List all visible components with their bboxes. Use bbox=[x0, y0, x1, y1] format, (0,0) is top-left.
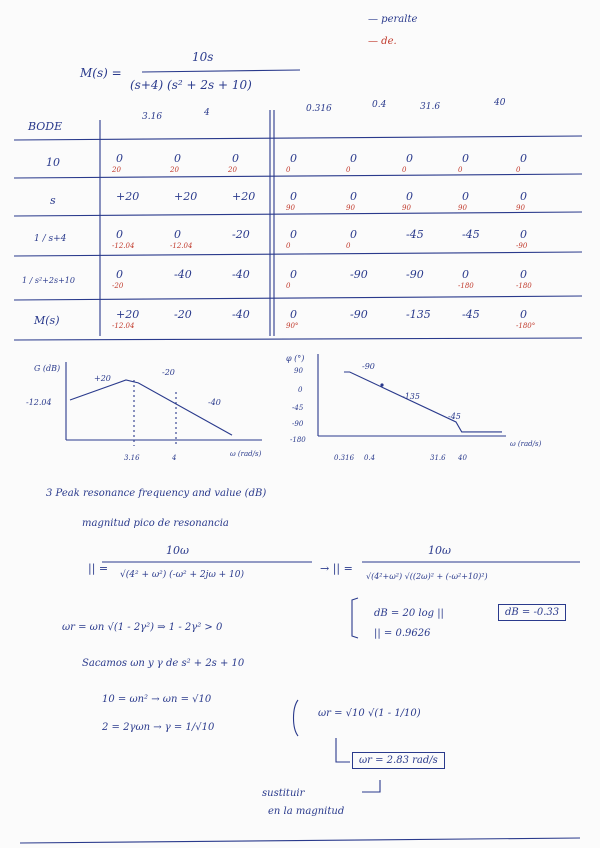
eq1-arrow: → || = bbox=[320, 562, 353, 575]
phase-slope-3: -45 bbox=[448, 412, 461, 421]
row-label-s: s bbox=[50, 194, 56, 207]
table-row-line bbox=[14, 136, 582, 140]
table-cell-angle: 0 bbox=[458, 166, 463, 174]
phase-slope-2: -135 bbox=[402, 392, 420, 401]
table-cell-value: -20 bbox=[232, 228, 250, 241]
table-cell-value: -90 bbox=[350, 268, 368, 281]
table-row-line bbox=[14, 174, 582, 178]
table-cell-angle: 90 bbox=[516, 204, 525, 212]
table-cell-angle: 20 bbox=[170, 166, 179, 174]
db-formula: dB = 20 log || bbox=[374, 608, 444, 619]
freq-0-316: 0.316 bbox=[306, 104, 332, 114]
find-parameters: Sacamos ωn y γ de s² + 2s + 10 bbox=[82, 658, 245, 669]
notes-subheading: magnitud pico de resonancia bbox=[82, 518, 229, 529]
table-cell-angle: -180 bbox=[516, 282, 532, 290]
system-brace bbox=[294, 700, 299, 736]
table-cell-angle: 0 bbox=[286, 282, 291, 290]
table-cell-value: -90 bbox=[406, 268, 424, 281]
table-cell-value: 0 bbox=[406, 152, 413, 165]
freq-31-6: 31.6 bbox=[420, 102, 441, 112]
eq1-lhs: || = bbox=[88, 562, 109, 575]
phase-xtick-4: 40 bbox=[458, 454, 467, 462]
wr-formula: ωr = ωn √(1 - 2γ²) ⇒ 1 - 2γ² > 0 bbox=[62, 622, 223, 633]
freq-0-4: 0.4 bbox=[372, 100, 387, 110]
table-cell-value: +20 bbox=[232, 190, 256, 203]
table-cell-value: 0 bbox=[350, 152, 357, 165]
table-cell-value: 0 bbox=[520, 190, 527, 203]
table-cell-value: 0 bbox=[406, 190, 413, 203]
notes-heading: 3 Peak resonance frequency and value (dB) bbox=[46, 488, 267, 499]
mag-curve bbox=[70, 380, 232, 435]
freq-40: 40 bbox=[494, 98, 506, 108]
table-cell-angle: 90° bbox=[286, 322, 299, 330]
table-cell-angle: 90 bbox=[286, 204, 295, 212]
phase-point bbox=[380, 383, 383, 386]
table-cell-value: 0 bbox=[290, 308, 297, 321]
table-cell-value: +20 bbox=[174, 190, 198, 203]
table-cell-value: -40 bbox=[174, 268, 192, 281]
table-cell-value: 0 bbox=[520, 152, 527, 165]
table-cell-angle: -180° bbox=[516, 322, 536, 330]
table-cell-angle: 0 bbox=[402, 166, 407, 174]
magnitude-value: || = 0.9626 bbox=[374, 628, 431, 639]
table-cell-angle: 90 bbox=[458, 204, 467, 212]
row-label-second-order: 1 / s²+2s+10 bbox=[22, 276, 75, 285]
wr-result-box: ωr = 2.83 rad/s bbox=[352, 752, 445, 769]
table-cell-value: 0 bbox=[350, 190, 357, 203]
mag-xtick-2: 4 bbox=[172, 454, 177, 462]
phase-slope-1: -90 bbox=[362, 362, 375, 371]
mag-xlabel: ω (rad/s) bbox=[230, 450, 262, 458]
table-cell-angle: 20 bbox=[112, 166, 121, 174]
mag-ytick: -12.04 bbox=[26, 398, 52, 407]
row-label-first-order: 1 / s+4 bbox=[34, 234, 67, 244]
table-cell-value: 0 bbox=[520, 228, 527, 241]
eq1-denominator-2: √(4²+ω²) √((2ω)² + (-ω²+10)²) bbox=[366, 572, 488, 581]
table-cell-value: 0 bbox=[462, 268, 469, 281]
transfer-denominator: (s+4) (s² + 2s + 10) bbox=[130, 78, 252, 92]
table-cell-value: -20 bbox=[174, 308, 192, 321]
table-cell-value: 0 bbox=[290, 190, 297, 203]
table-cell-value: 0 bbox=[290, 268, 297, 281]
table-cell-value: 0 bbox=[350, 228, 357, 241]
db-result-box: dB = -0.33 bbox=[498, 604, 566, 621]
table-cell-angle: -12.04 bbox=[112, 242, 135, 250]
phase-ytick-1: 90 bbox=[294, 367, 303, 375]
table-cell-value: -40 bbox=[232, 308, 250, 321]
table-cell-value: 0 bbox=[174, 228, 181, 241]
phase-xlabel: ω (rad/s) bbox=[510, 440, 542, 448]
phase-ytick-3: -45 bbox=[292, 404, 304, 412]
table-cell-angle: 0 bbox=[516, 166, 521, 174]
table-cell-value: -135 bbox=[406, 308, 431, 321]
table-cell-value: 0 bbox=[520, 268, 527, 281]
mag-slope-3: -40 bbox=[208, 398, 221, 407]
table-row-line bbox=[14, 212, 582, 216]
footer-line-1: sustituir bbox=[262, 788, 305, 799]
mag-xtick-1: 3.16 bbox=[124, 454, 140, 462]
table-cell-angle: 0 bbox=[346, 166, 351, 174]
freq-3-16: 3.16 bbox=[142, 112, 163, 122]
wn-equation: 10 = ωn² → ωn = √10 bbox=[102, 694, 212, 705]
table-cell-angle: -180 bbox=[458, 282, 474, 290]
legend-item-2: — de. bbox=[368, 36, 397, 47]
table-cell-value: 0 bbox=[520, 308, 527, 321]
phase-xtick-3: 31.6 bbox=[430, 454, 446, 462]
transfer-numerator: 10s bbox=[192, 50, 214, 64]
table-cell-angle: 0 bbox=[346, 242, 351, 250]
table-cell-value: 0 bbox=[462, 152, 469, 165]
table-cell-value: 0 bbox=[462, 190, 469, 203]
phase-ylabel: φ (°) bbox=[286, 354, 305, 363]
table-cell-angle: 20 bbox=[228, 166, 237, 174]
table-cell-value: 0 bbox=[116, 268, 123, 281]
table-cell-value: 0 bbox=[290, 152, 297, 165]
legend-item-1: — peralte bbox=[368, 14, 418, 25]
eq1-denominator: √(4² + ω²) (-ω² + 2jω + 10) bbox=[120, 570, 245, 580]
table-row-line bbox=[14, 252, 582, 256]
freq-4: 4 bbox=[204, 108, 210, 118]
row-label-total: M(s) bbox=[34, 314, 60, 327]
transfer-lhs: M(s) = bbox=[80, 66, 122, 80]
mag-ylabel: G (dB) bbox=[34, 364, 61, 373]
table-cell-value: +20 bbox=[116, 190, 140, 203]
phase-curve bbox=[344, 372, 502, 432]
table-corner-label: BODE bbox=[28, 120, 63, 133]
footer-line-2: en la magnitud bbox=[268, 806, 345, 817]
table-cell-value: -45 bbox=[406, 228, 424, 241]
result-arrow bbox=[336, 738, 350, 762]
table-row-line bbox=[14, 296, 582, 300]
table-bottom-line bbox=[14, 338, 582, 340]
table-cell-angle: -90 bbox=[516, 242, 528, 250]
table-cell-value: -40 bbox=[232, 268, 250, 281]
footer-arrow bbox=[362, 780, 380, 792]
mag-slope-2: -20 bbox=[162, 368, 175, 377]
row-label-gain: 10 bbox=[46, 156, 60, 169]
table-cell-value: 0 bbox=[116, 152, 123, 165]
table-cell-angle: -20 bbox=[112, 282, 124, 290]
mag-slope-1: +20 bbox=[94, 374, 111, 383]
transfer-fraction-bar bbox=[142, 70, 300, 72]
table-cell-angle: 0 bbox=[286, 242, 291, 250]
table-cell-value: 0 bbox=[174, 152, 181, 165]
page-edge bbox=[20, 838, 580, 843]
phase-xtick-1: 0.316 bbox=[334, 454, 355, 462]
phase-xtick-2: 0.4 bbox=[364, 454, 376, 462]
table-cell-value: 0 bbox=[232, 152, 239, 165]
phase-ytick-4: -90 bbox=[292, 420, 304, 428]
table-cell-angle: -12.04 bbox=[170, 242, 193, 250]
phase-ytick-2: 0 bbox=[298, 386, 303, 394]
eq1-numerator-2: 10ω bbox=[428, 544, 451, 557]
eq1-numerator: 10ω bbox=[166, 544, 189, 557]
table-cell-value: -45 bbox=[462, 228, 480, 241]
table-cell-angle: -12.04 bbox=[112, 322, 135, 330]
table-cell-value: -90 bbox=[350, 308, 368, 321]
phase-ytick-5: -180 bbox=[290, 436, 306, 444]
table-cell-value: 0 bbox=[116, 228, 123, 241]
result-bracket bbox=[352, 598, 358, 638]
table-cell-value: +20 bbox=[116, 308, 140, 321]
table-cell-value: -45 bbox=[462, 308, 480, 321]
table-cell-angle: 90 bbox=[402, 204, 411, 212]
table-cell-angle: 90 bbox=[346, 204, 355, 212]
gamma-equation: 2 = 2γωn → γ = 1/√10 bbox=[102, 722, 215, 733]
wr-substitution: ωr = √10 √(1 - 1/10) bbox=[318, 708, 421, 719]
table-cell-value: 0 bbox=[290, 228, 297, 241]
table-cell-angle: 0 bbox=[286, 166, 291, 174]
